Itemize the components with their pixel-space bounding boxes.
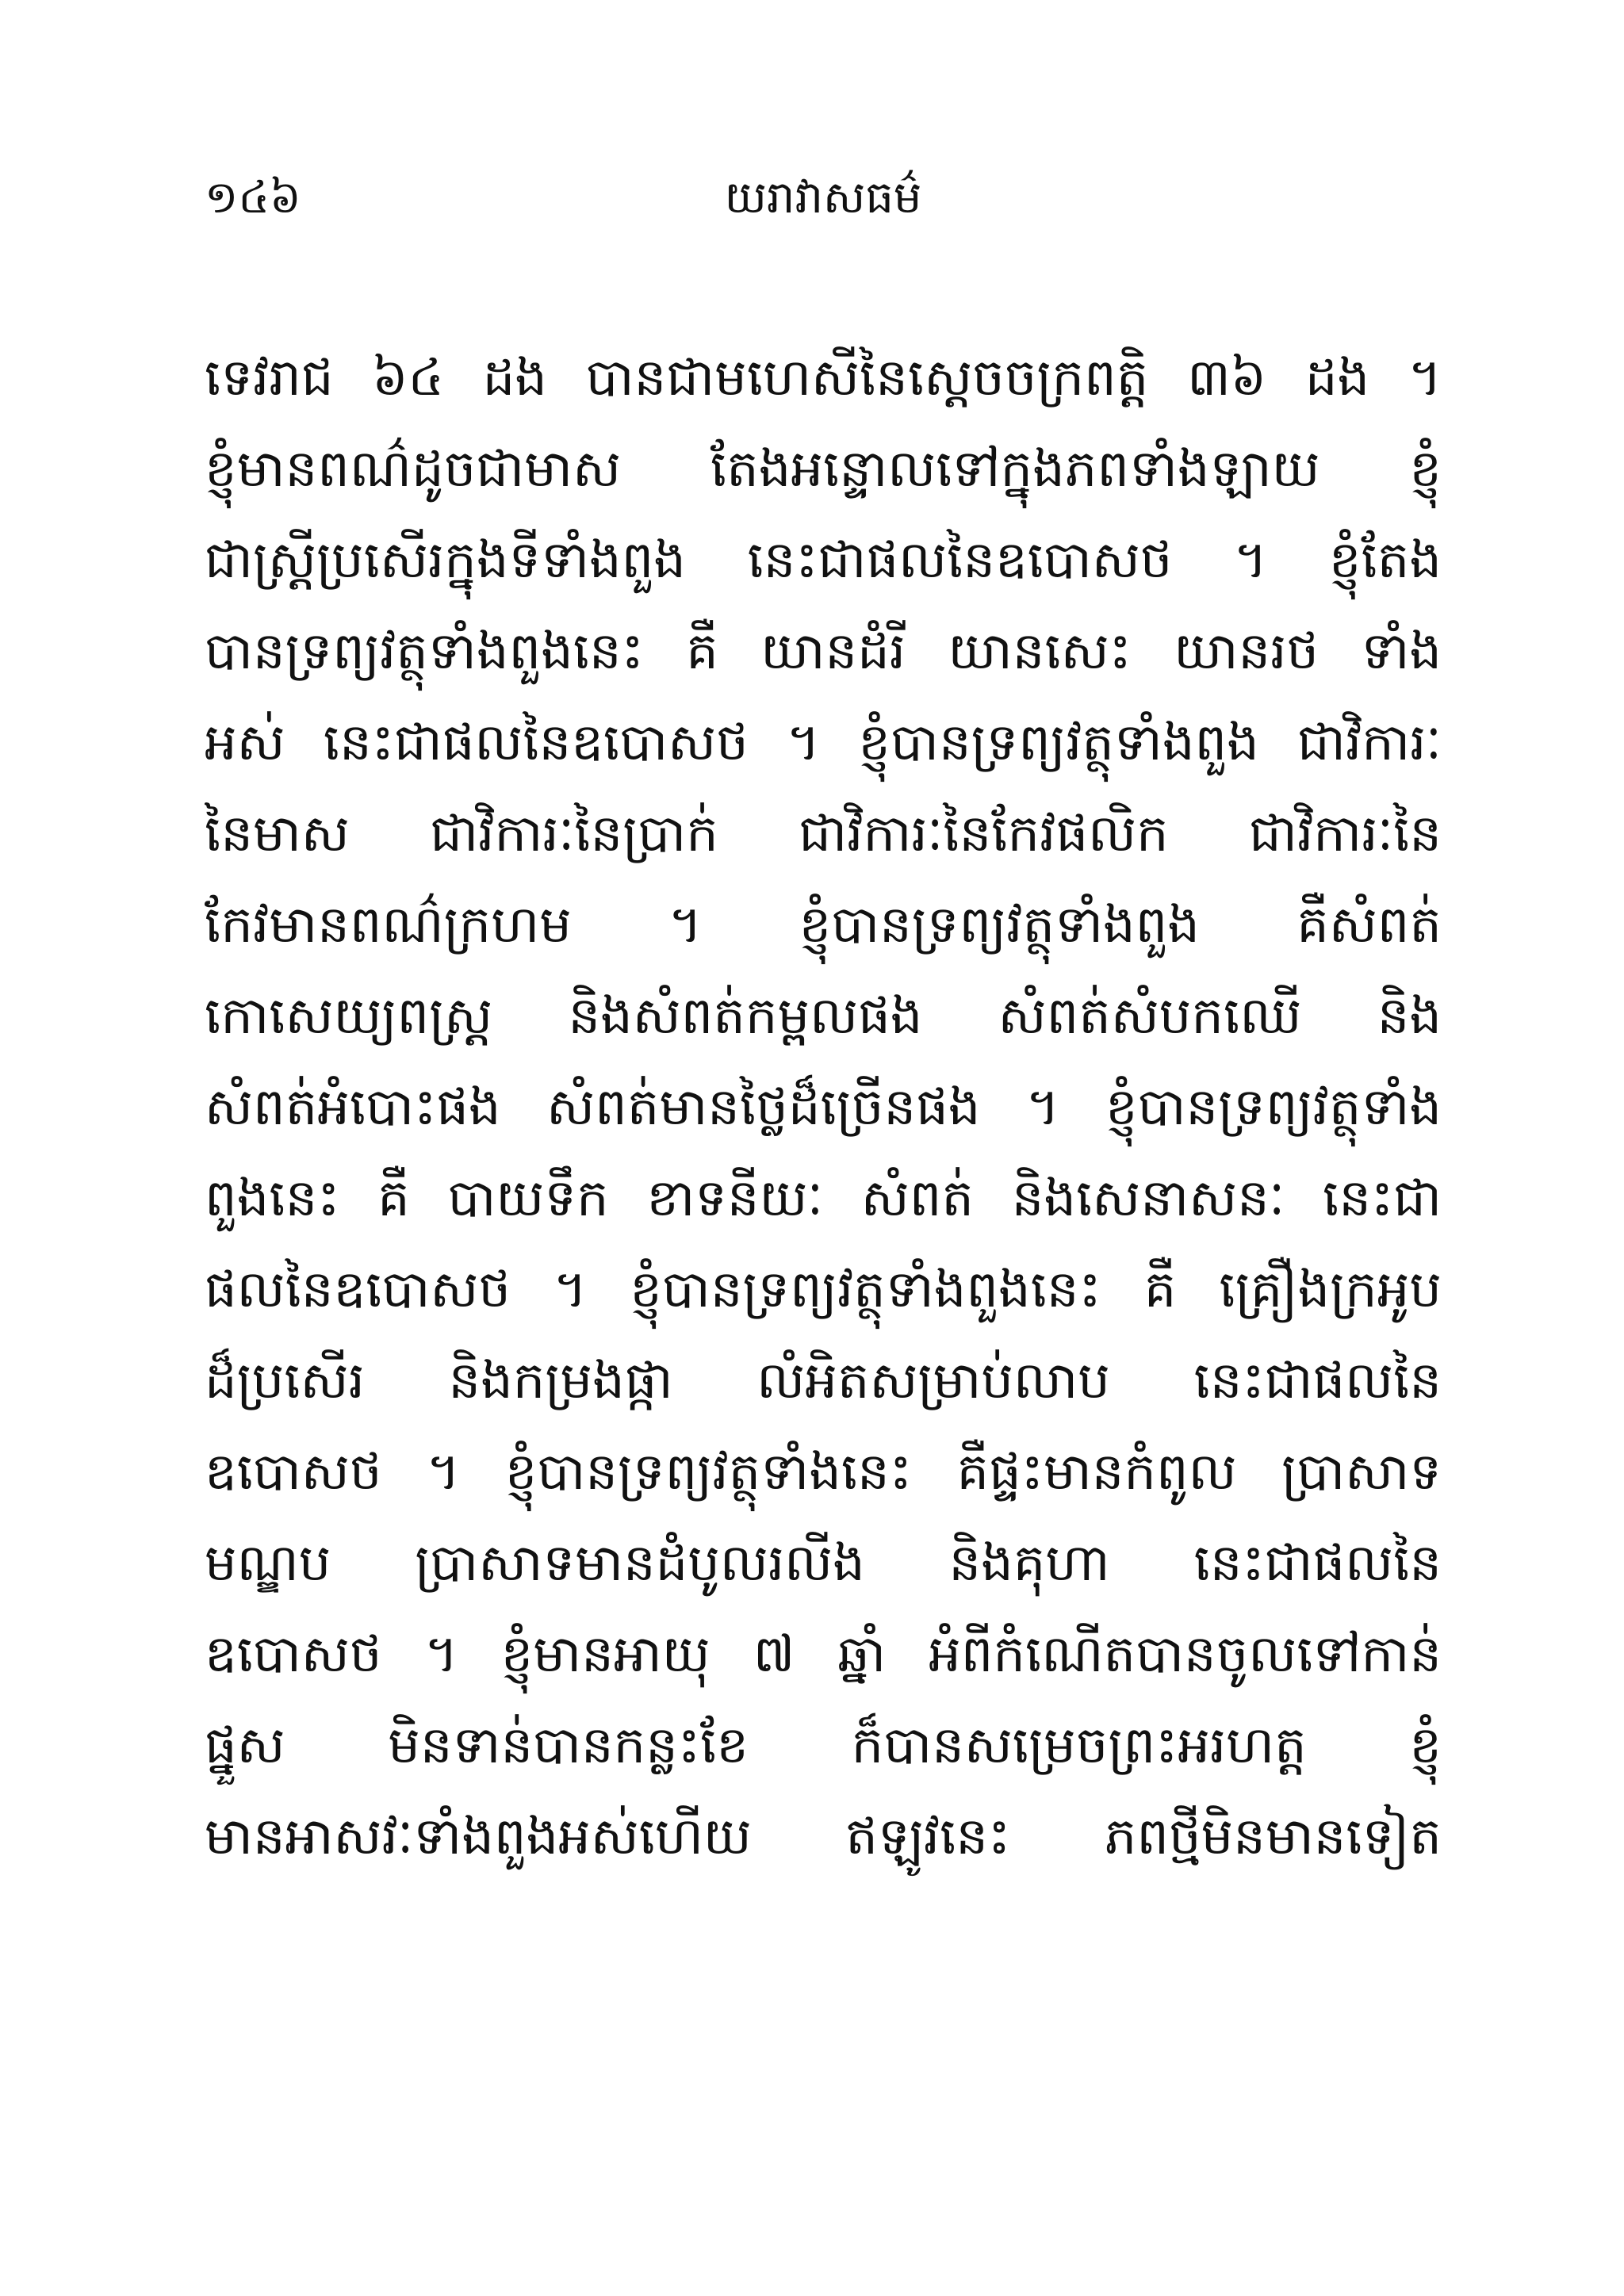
text-line: សំពត់អំបោះផង សំពត់មានថ្លៃដ៏ច្រើនផង ។ ខ្ញុំបានទ្រព្យវត្ថុទាំង <box>205 1078 1442 1137</box>
running-title: យរាវាសធម៌ <box>724 172 922 224</box>
text-line: ទេវរាជ ៦៤ ដង បានជាមហេសីនៃស្តេចចក្រពត្តិ ៣៦ ដង ។ <box>205 349 1442 408</box>
text-line: ដ៏ប្រសើរ និងកម្រងផ្កា លំអិតសម្រាប់លាប នេះជាផលនៃ <box>205 1352 1442 1410</box>
text-line: ឧបោសថ ។ ខ្ញុំមានអាយុ ៧ ឆ្នាំ អំពីកំណើតបានចូលទៅកាន់ <box>205 1625 1442 1684</box>
text-line: បានទ្រព្យវត្ថុទាំងពួងនេះ គឺ យានដំរី យានសេះ យានរថ ទាំង <box>205 622 1442 681</box>
text-line: ជាស្ត្រីប្រសើរក្នុងទីទាំងពួង នេះជាផលនៃឧបោសថ ។ ខ្ញុំតែង <box>205 531 1442 590</box>
text-line: កែវមានពណ៌ក្រហម ។ ខ្ញុំបានទ្រព្យវត្ថុទាំងពួង គឺសំពត់ <box>205 896 1442 955</box>
text-line: ពួងនេះ គឺ បាយទឹក ខាទនីយៈ សំពត់ និងសេនាសនៈ នេះជា <box>205 1169 1442 1228</box>
text-line: កោសេយ្យពស្ត្រ និងសំពត់កម្ពលផង សំពត់សំបកឈើ និង <box>205 987 1442 1046</box>
page-header <box>205 159 1442 238</box>
text-line: ឧបោសថ ។ ខ្ញុំបានទ្រព្យវត្ថុទាំងនេះ គឺផ្ទះមានកំពូល ប្រាសាទ <box>205 1443 1442 1502</box>
text-line: ខ្ញុំមានពណ៌ដូចជាមាស តែងអន្ទោលទៅក្នុងភពទាំងឡាយ ខ្ញុំ <box>205 440 1442 499</box>
text-line: ផ្នួស មិនទាន់បានកន្លះខែ ក៏បានសម្រេចព្រះអរហត្ត ខ្ញុំ <box>205 1716 1442 1775</box>
text-line: មណ្ឌប ប្រាសាទមានដំបូលរលីង និងគុហា នេះជាផលនៃ <box>205 1534 1442 1593</box>
page-number: ១៤៦ <box>205 172 301 224</box>
text-line: នៃមាស ជាវិការៈនៃប្រាក់ ជាវិការៈនៃកែវផលិក ជាវិការៈនៃ <box>205 805 1442 863</box>
text-line: មានអាសវៈទាំងពួងអស់ហើយ ឥឡូវនេះ ភពថ្មីមិនមានទៀត <box>205 1808 1442 1866</box>
body-text <box>205 333 1442 1883</box>
text-line: ផលនៃឧបោសថ ។ ខ្ញុំបានទ្រព្យវត្ថុទាំងពួងនេះ គឺ គ្រឿងក្រអូប <box>205 1261 1442 1319</box>
text-line: អស់ នេះជាផលនៃឧបោសថ ។ ខ្ញុំបានទ្រព្យវត្ថុទាំងពួង ជាវិការៈ <box>205 714 1442 772</box>
